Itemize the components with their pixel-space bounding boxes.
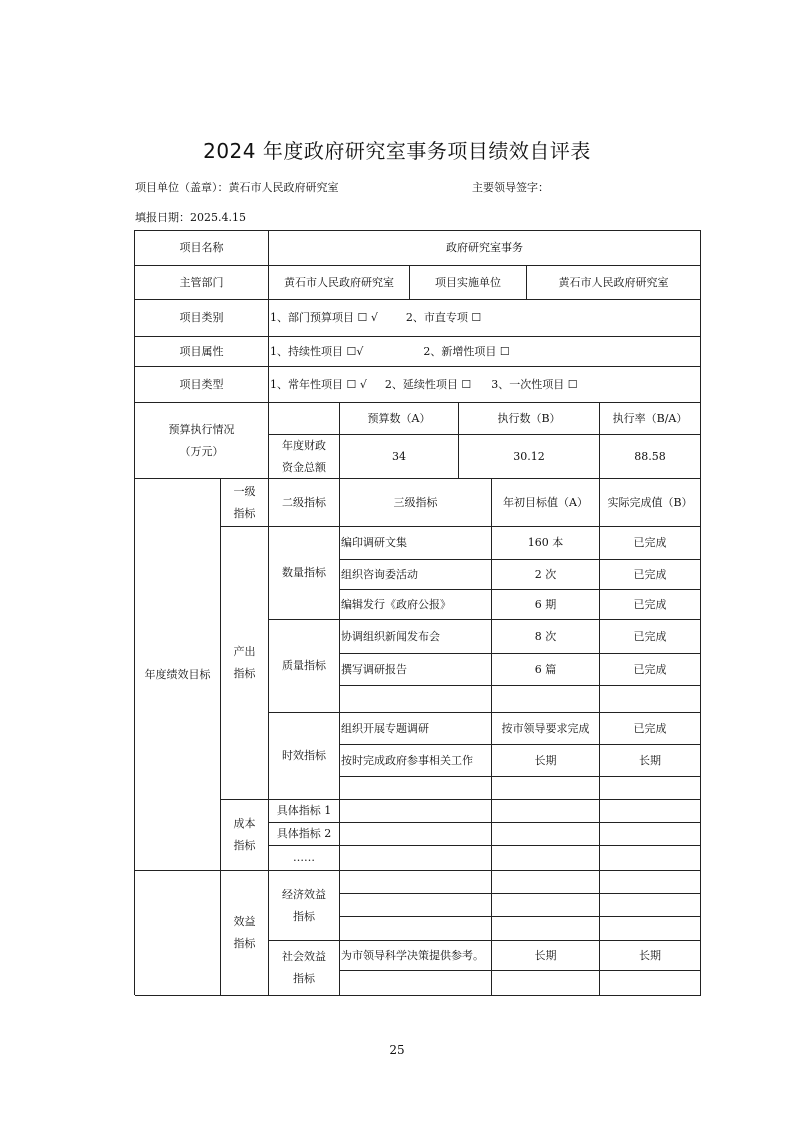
quality-target-blank bbox=[492, 686, 600, 713]
dept-value: 黄石市人民政府研究室 bbox=[269, 266, 410, 300]
budget-row-label: 年度财政 资金总额 bbox=[269, 435, 340, 479]
header-level3: 三级指标 bbox=[340, 479, 492, 527]
impl-unit-value: 黄石市人民政府研究室 bbox=[527, 266, 701, 300]
quality-item-2: 撰写调研报告 bbox=[340, 654, 492, 686]
qty-actual-2: 已完成 bbox=[600, 560, 701, 590]
cost-item-more: …… bbox=[269, 846, 340, 871]
page-number: 25 bbox=[389, 1043, 405, 1057]
time-actual-2: 长期 bbox=[600, 745, 701, 777]
qty-item-1: 编印调研文集 bbox=[340, 527, 492, 560]
category-options bbox=[269, 300, 701, 337]
time-target-2: 长期 bbox=[492, 745, 600, 777]
quality-target-2: 6 篇 bbox=[492, 654, 600, 686]
cost-target-3 bbox=[492, 846, 600, 871]
budget-rate-value: 88.58 bbox=[600, 435, 701, 479]
benefit-goal-blank bbox=[135, 871, 221, 996]
quality-target-1: 8 次 bbox=[492, 620, 600, 654]
header-target: 年初目标值（A） bbox=[492, 479, 600, 527]
quality-indicator-label: 质量指标 bbox=[269, 620, 340, 713]
budget-col-b: 执行数（B） bbox=[459, 403, 600, 435]
header-level1: 一级 指标 bbox=[221, 479, 269, 527]
type-options bbox=[269, 367, 701, 403]
quantity-indicator-label: 数量指标 bbox=[269, 527, 340, 620]
econ-target-1 bbox=[492, 871, 600, 894]
time-actual-1: 已完成 bbox=[600, 713, 701, 745]
cost-actual-1 bbox=[600, 800, 701, 823]
type-option-1: 1、常年性项目 ☐ √ bbox=[270, 377, 367, 391]
time-item-1: 组织开展专题调研 bbox=[340, 713, 492, 745]
time-item-2: 按时完成政府参事相关工作 bbox=[340, 745, 492, 777]
budget-b-value: 30.12 bbox=[459, 435, 600, 479]
social-actual-1: 长期 bbox=[600, 941, 701, 971]
leader-signature: 主要领导签字： bbox=[472, 181, 549, 194]
dept-label: 主管部门 bbox=[135, 266, 269, 300]
time-target-blank bbox=[492, 777, 600, 800]
econ-target-2 bbox=[492, 894, 600, 917]
budget-col-a: 预算数（A） bbox=[340, 403, 459, 435]
cost-target-2 bbox=[492, 823, 600, 846]
time-item-blank bbox=[340, 777, 492, 800]
benefit-indicator-label: 效益 指标 bbox=[221, 871, 269, 996]
budget-a-value: 34 bbox=[340, 435, 459, 479]
econ-actual-3 bbox=[600, 917, 701, 941]
cost-indicator-label: 成本 指标 bbox=[221, 800, 269, 871]
social-target-1: 长期 bbox=[492, 941, 600, 971]
quality-item-1: 协调组织新闻发布会 bbox=[340, 620, 492, 654]
budget-col-rate: 执行率（B/A） bbox=[600, 403, 701, 435]
annual-goal-label: 年度绩效目标 bbox=[135, 479, 221, 871]
econ-item-2 bbox=[340, 894, 492, 917]
qty-item-2: 组织咨询委活动 bbox=[340, 560, 492, 590]
social-actual-2 bbox=[600, 971, 701, 996]
qty-target-3: 6 期 bbox=[492, 590, 600, 620]
econ-actual-2 bbox=[600, 894, 701, 917]
econ-item-1 bbox=[340, 871, 492, 894]
category-option-2: 2、市直专项 ☐ bbox=[405, 311, 482, 324]
qty-target-1: 160 本 bbox=[492, 527, 600, 560]
quality-actual-1: 已完成 bbox=[600, 620, 701, 654]
type-option-2: 2、延续性项目 ☐ bbox=[384, 377, 472, 391]
quality-item-blank bbox=[340, 686, 492, 713]
project-name-label: 项目名称 bbox=[135, 231, 269, 266]
attribute-options bbox=[269, 337, 701, 367]
header-level2: 二级指标 bbox=[269, 479, 340, 527]
cost-lvl3-2 bbox=[340, 823, 492, 846]
cost-item-1: 具体指标 1 bbox=[269, 800, 340, 823]
budget-label: 预算执行情况 （万元） bbox=[135, 403, 269, 479]
cost-lvl3-3 bbox=[340, 846, 492, 871]
qty-target-2: 2 次 bbox=[492, 560, 600, 590]
project-name-value: 政府研究室事务 bbox=[269, 231, 701, 266]
social-item-1: 为市领导科学决策提供参考。 bbox=[340, 941, 492, 971]
qty-actual-3: 已完成 bbox=[600, 590, 701, 620]
econ-actual-1 bbox=[600, 871, 701, 894]
attribute-option-2: 2、新增性项目 ☐ bbox=[423, 344, 510, 358]
timeliness-indicator-label: 时效指标 bbox=[269, 713, 340, 800]
cost-actual-2 bbox=[600, 823, 701, 846]
category-label: 项目类别 bbox=[135, 300, 269, 337]
cost-lvl3-1 bbox=[340, 800, 492, 823]
header-actual: 实际完成值（B） bbox=[600, 479, 701, 527]
fill-date: 填报日期：2025.4.15 bbox=[135, 211, 246, 224]
qty-actual-1: 已完成 bbox=[600, 527, 701, 560]
quality-actual-2: 已完成 bbox=[600, 654, 701, 686]
social-target-2 bbox=[492, 971, 600, 996]
social-item-2 bbox=[340, 971, 492, 996]
quality-actual-blank bbox=[600, 686, 701, 713]
type-label: 项目类型 bbox=[135, 367, 269, 403]
economic-benefit-label: 经济效益 指标 bbox=[269, 871, 340, 941]
output-indicator-label: 产出 指标 bbox=[221, 527, 269, 800]
self-evaluation-table bbox=[134, 230, 701, 995]
impl-unit-label: 项目实施单位 bbox=[410, 266, 527, 300]
budget-blank-header bbox=[269, 403, 340, 435]
page-title: 2024 年度政府研究室事务项目绩效自评表 bbox=[203, 139, 591, 163]
econ-item-3 bbox=[340, 917, 492, 941]
social-benefit-label: 社会效益 指标 bbox=[269, 941, 340, 996]
qty-item-3: 编辑发行《政府公报》 bbox=[340, 590, 492, 620]
cost-target-1 bbox=[492, 800, 600, 823]
category-option-1: 1、部门预算项目 ☐ √ bbox=[270, 311, 378, 324]
cost-actual-3 bbox=[600, 846, 701, 871]
attribute-label: 项目属性 bbox=[135, 337, 269, 367]
project-unit: 项目单位（盖章）：黄石市人民政府研究室 bbox=[135, 181, 339, 194]
time-actual-blank bbox=[600, 777, 701, 800]
cost-item-2: 具体指标 2 bbox=[269, 823, 340, 846]
econ-target-3 bbox=[492, 917, 600, 941]
time-target-1: 按市领导要求完成 bbox=[492, 713, 600, 745]
attribute-option-1: 1、持续性项目 ☐√ bbox=[270, 344, 364, 358]
type-option-3: 3、一次性项目 ☐ bbox=[491, 377, 578, 391]
